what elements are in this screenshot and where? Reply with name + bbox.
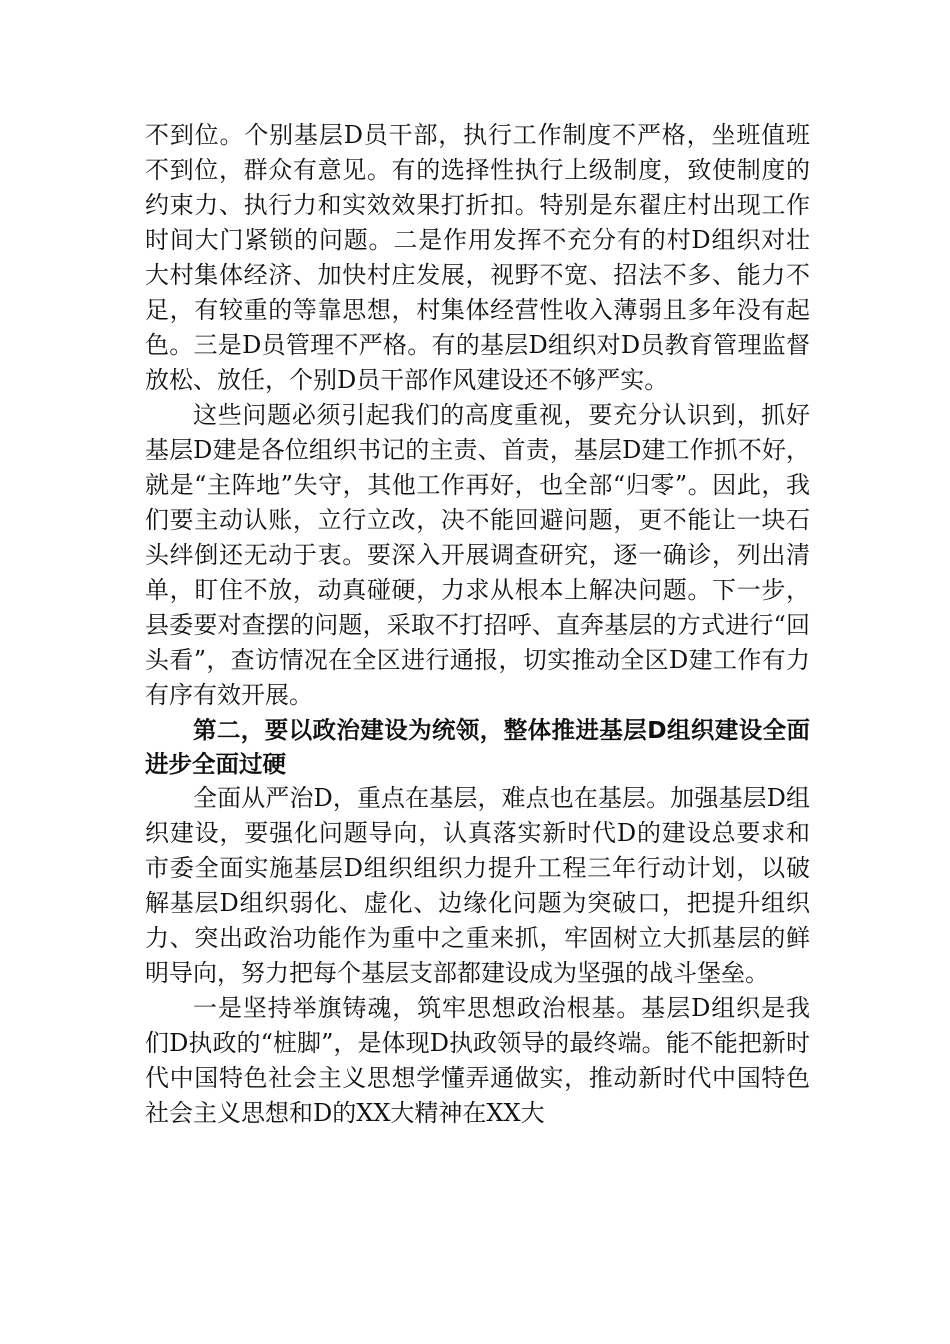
paragraph-attention: 这些问题必须引起我们的高度重视，要充分认识到，抓好基层D建是各位组织书记的主责、首责，基层D建工作抓不好，就是“主阵地”失守，其他工作再好，也全部“归零”。因此，我们要主动认账，立行立改，决不能回避问题，更不能让一块石头绊倒还无动于衷。要深入开展调查研究，逐一确诊，列出清单，盯住不放，动真碰硬，力求从根本上解决问题。下一步，县委要对查摆的问题，采取不打招呼、直奔基层的方式进行“回头看”，查访情况在全区进行通报，切实推动全区D建工作有力有序有效开展。	[145, 401, 810, 709]
document-body	[145, 118, 810, 1131]
paragraph-strict-governance: 全面从严治D，重点在基层，难点也在基层。加强基层D组织建设，要强化问题导向，认真落实新时代D的建设总要求和市委全面实施基层D组织组织力提升工程三年行动计划，以破解基层D组织弱化、虚化、边缘化问题为突破口，把提升组织力、突出政治功能作为重中之重来抓，牢固树立大抓基层的鲜明导向，努力把每个基层支部都建设成为坚强的战斗堡垒。	[145, 784, 810, 987]
section-heading-second: 第二，要以政治建设为统领，整体推进基层D组织建设全面进步全面过硬	[145, 716, 810, 778]
paragraph-point-one: 一是坚持举旗铸魂，筑牢思想政治根基。基层D组织是我们D执政的“桩脚”，是体现D执政领导的最终端。能不能把新时代中国特色社会主义思想学懂弄通做实，推动新时代中国特色社会主义思想和D的XX大精神在XX大	[145, 994, 810, 1127]
paragraph-problems-continued: 不到位。个别基层D员干部，执行工作制度不严格，坐班值班不到位，群众有意见。有的选择性执行上级制度，致使制度的约束力、执行力和实效效果打折扣。特别是东翟庄村出现工作时间大门紧锁的问题。二是作用发挥不充分有的村D组织对壮大村集体经济、加快村庄发展，视野不宽、招法不多、能力不足，有较重的等靠思想，村集体经营性收入薄弱且多年没有起色。三是D员管理不严格。有的基层D组织对D员教育管理监督放松、放任，个别D员干部作风建设还不够严实。	[145, 121, 810, 394]
